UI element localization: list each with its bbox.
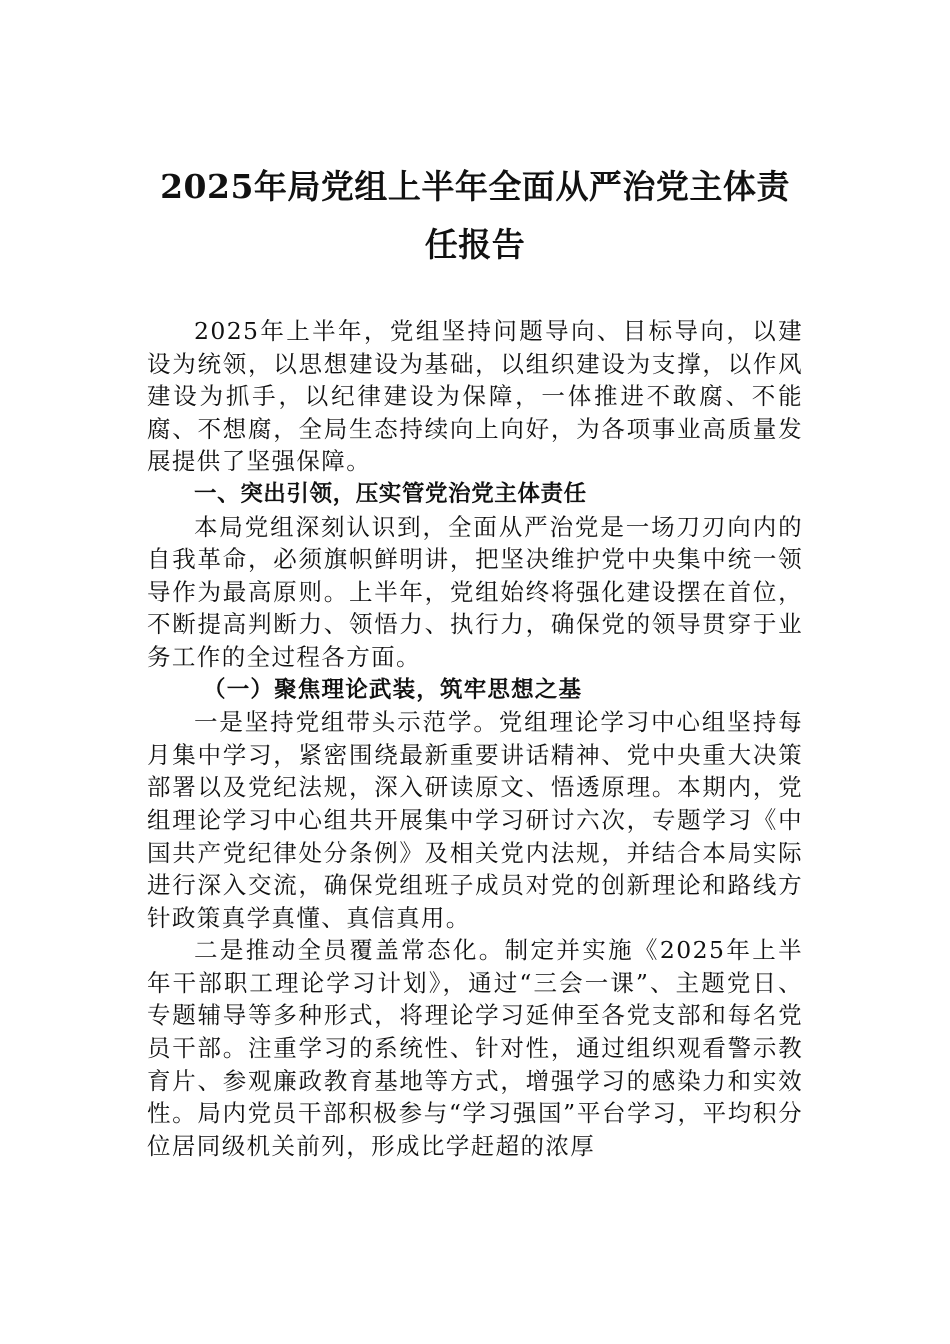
section-heading-1: 一、突出引领，压实管党治党主体责任 — [194, 480, 587, 507]
document-body — [147, 315, 803, 1162]
intro-paragraph: 2025年上半年，党组坚持问题导向、目标导向，以建设为统领，以思想建设为基础，以组织建设为支撑，以作风建设为抓手，以纪律建设为保障，一体推进不敢腐、不能腐、不想腐，全局生态持续向上向好，为各项事业高质量发展提供了坚强保障。 — [147, 317, 803, 476]
document-title — [147, 0, 803, 274]
document-page — [147, 0, 803, 1162]
subsection-heading-1: （一）聚焦理论武装，筑牢思想之基 — [203, 676, 583, 703]
title-line-2: 任报告 — [424, 225, 526, 264]
subsection-1-paragraph-2: 二是推动全员覆盖常态化。制定并实施《2025年上半年干部职工理论学习计划》，通过“三会一课”、主题党日、专题辅导等多种形式，将理论学习延伸至各党支部和每名党员干部。注重学习的系统性、针对性，通过组织观看警示教育片、参观廉政教育基地等方式，增强学习的感染力和实效性。局内党员干部积极参与“学习强国”平台学习，平均积分位居同级机关前列，形成比学赶超的浓厚 — [147, 936, 803, 1160]
title-line-1: 2025年局党组上半年全面从严治党主体责 — [160, 167, 790, 206]
section-1-paragraph: 本局党组深刻认识到，全面从严治党是一场刀刃向内的自我革命，必须旗帜鲜明讲，把坚决维护党中央集中统一领导作为最高原则。上半年，党组始终将强化建设摆在首位，不断提高判断力、领悟力、执行力，确保党的领导贯穿于业务工作的全过程各方面。 — [147, 512, 803, 671]
subsection-1-paragraph-1: 一是坚持党组带头示范学。党组理论学习中心组坚持每月集中学习，紧密围绕最新重要讲话精神、党中央重大决策部署以及党纪法规，深入研读原文、悟透原理。本期内，党组理论学习中心组共开展集中学习研讨六次，专题学习《中国共产党纪律处分条例》及相关党内法规，并结合本局实际进行深入交流，确保党组班子成员对党的创新理论和路线方针政策真学真懂、真信真用。 — [147, 708, 803, 932]
